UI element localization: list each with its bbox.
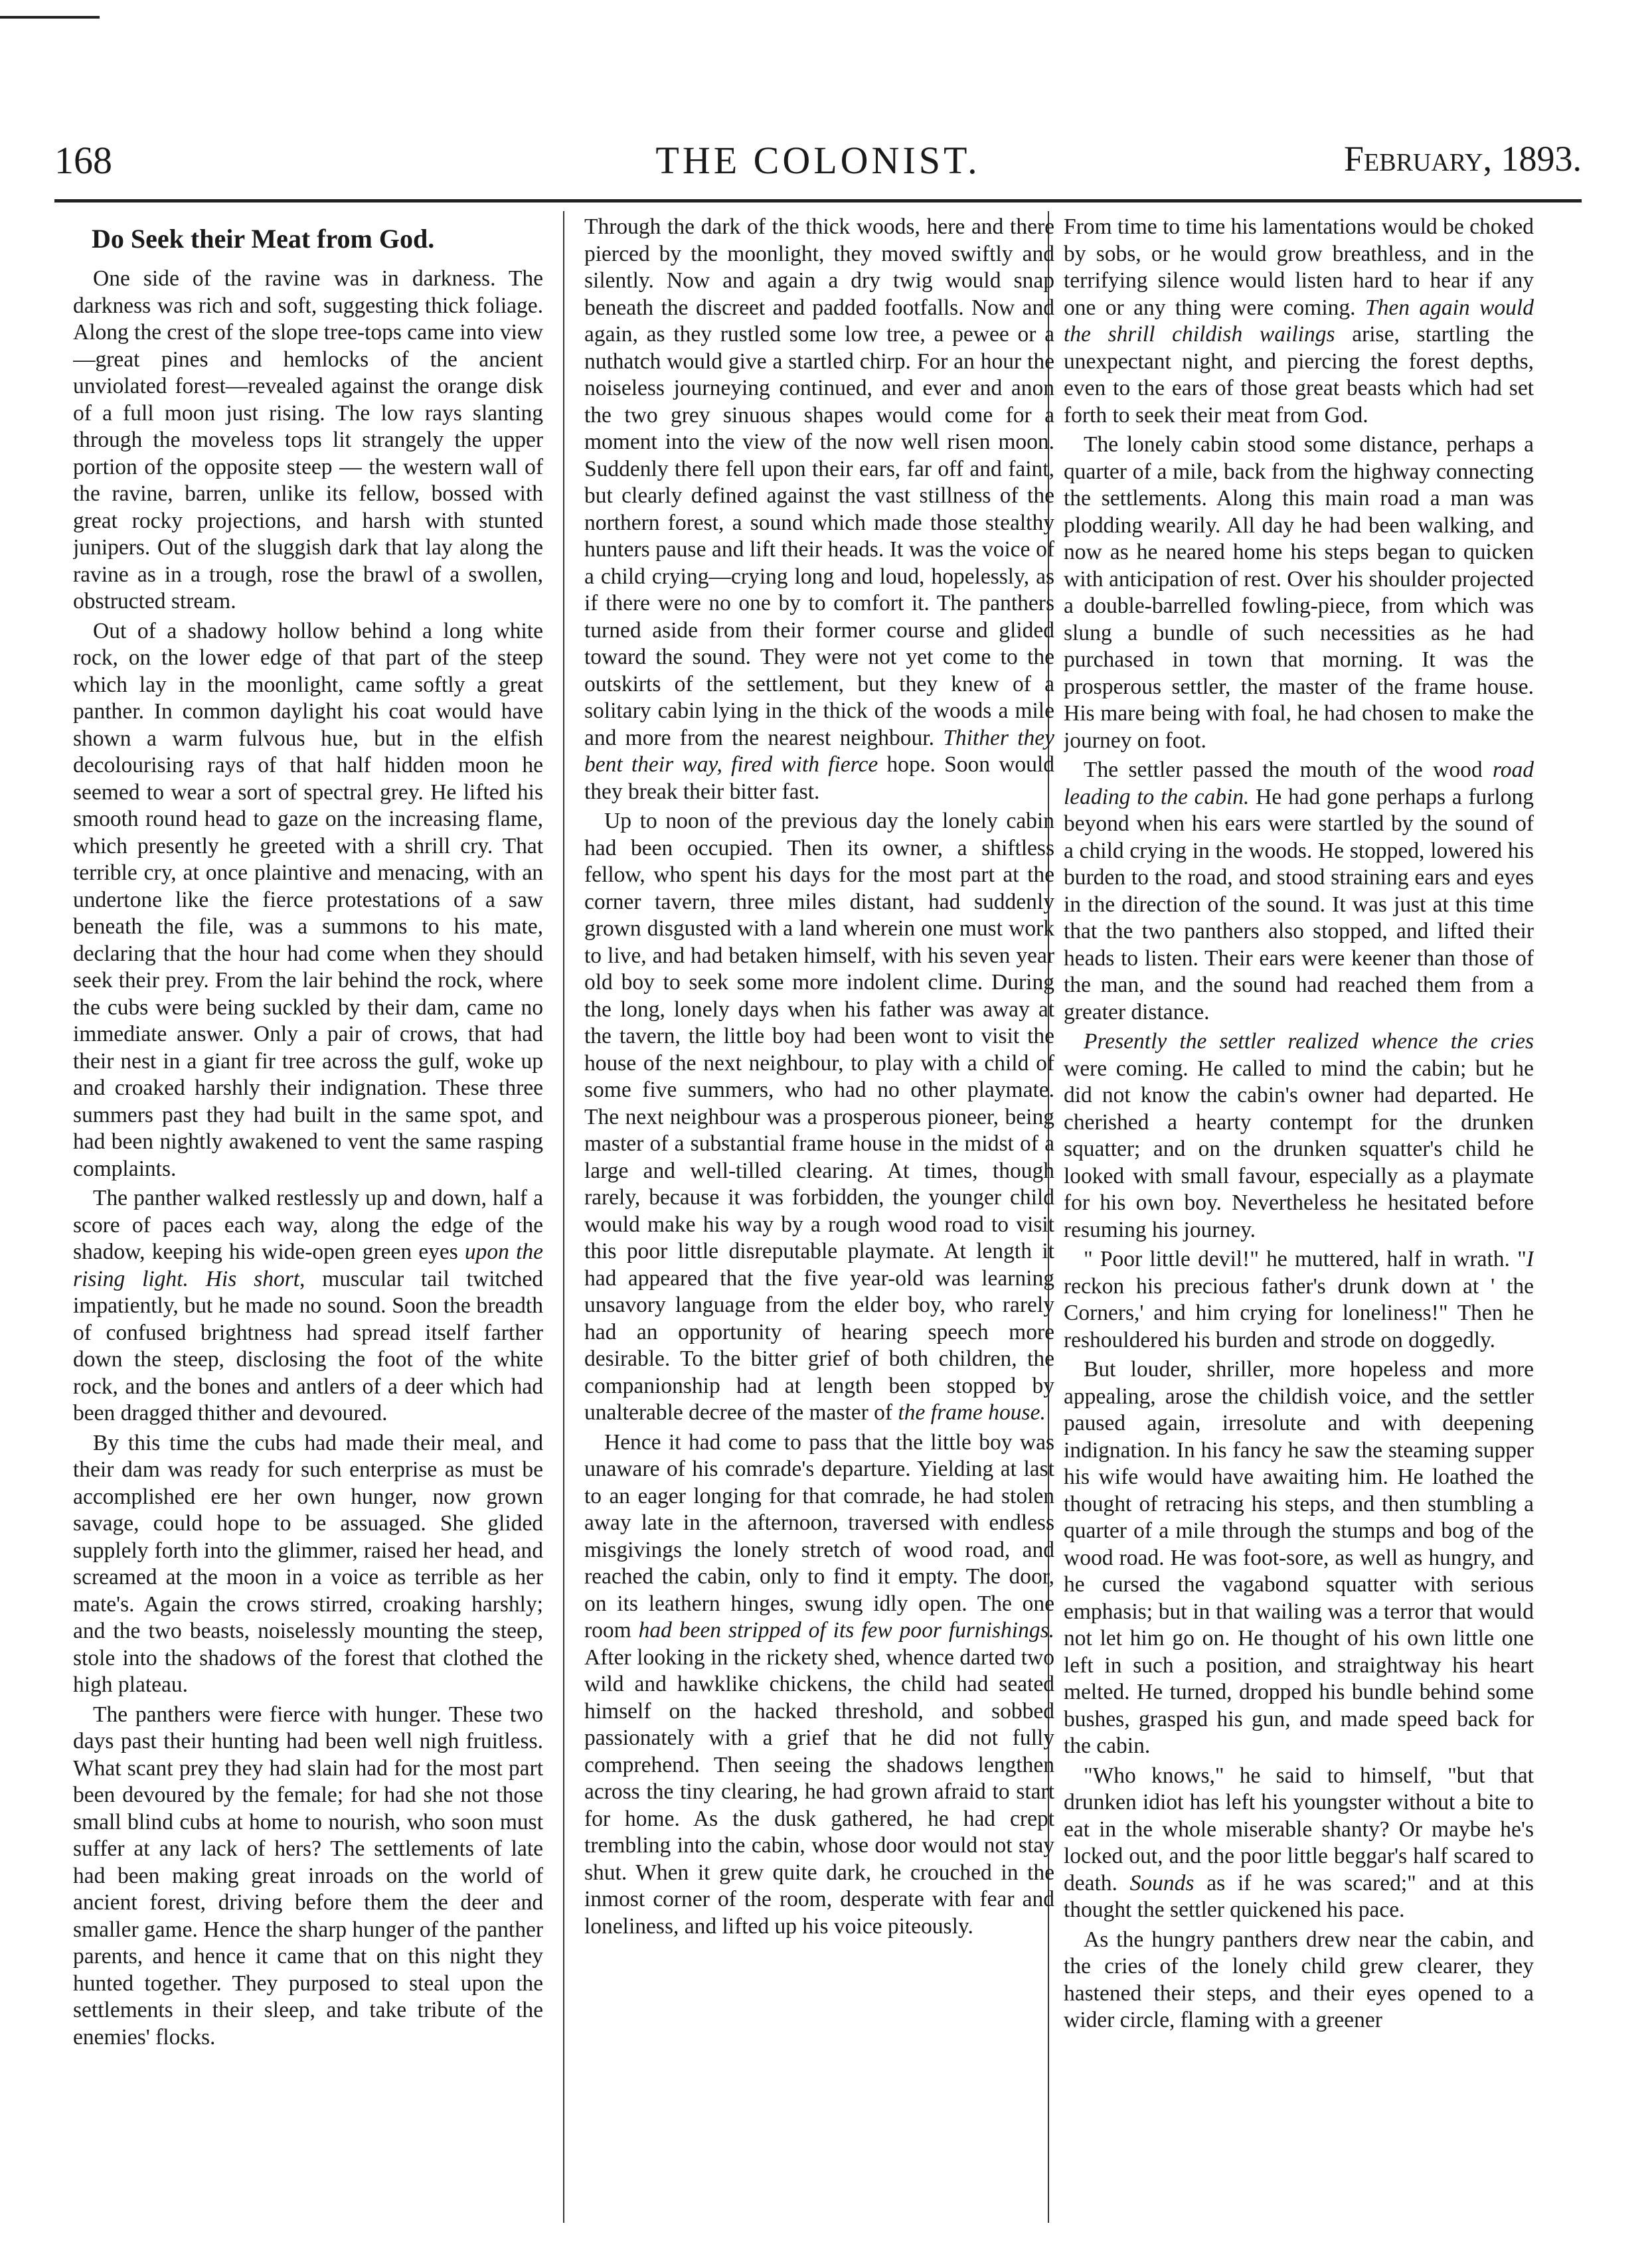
- page-header: [54, 138, 1582, 191]
- italic-text-run: I: [1526, 1247, 1534, 1271]
- text-run: The panther walked restlessly up and down, half a score of paces each way, along the edge of the shadow, keeping his wide-open green eyes: [73, 1186, 543, 1264]
- italic-text-run: Presently the settler realized whence the cries: [1084, 1029, 1534, 1054]
- text-run: , muscular tail twitched impatiently, but he made no sound. Soon the breadth of confused brightness had spread itself farther down the steep, disclosing the foot of the white rock, and the bones and antlers of a deer which had been dragged thither and devoured.: [73, 1266, 543, 1425]
- page-number: 168: [54, 139, 112, 182]
- paragraph: [1064, 1246, 1534, 1354]
- column-divider-1: [563, 211, 564, 2223]
- paragraph: [1064, 1763, 1534, 1924]
- paragraph: [1064, 1028, 1534, 1244]
- paragraph: The panthers were fierce with hunger. These two days past their hunting had been well nigh fruitless. What scant prey they had slain had for the most part been devoured by the female; for had she not those small blind cubs at home to nourish, who soon must suffer at any lack of hers? The settlements of late had been making great inroads on the world of ancient forest, driving before them the deer and smaller game. Hence the sharp hunger of the panther parents, and hence it came that on this night they hunted together. They purposed to steal upon the settlements in their sleep, and take tribute of the enemies' flocks.: [73, 1702, 543, 2050]
- column-3: [1064, 214, 1534, 2225]
- issue-date: February, 1893.: [1343, 139, 1582, 179]
- article-title: Do Seek their Meat from God.: [92, 224, 435, 254]
- text-run: Hence it had come to pass that the little boy was unaware of his comrade's departure. Yielding at last to an eager longing for that comrade, he had stolen away late in the afternoon, traversed with endless misgivings the lonely stretch of wood road, and reached the cabin, only to find it empty. The door, on its leathern hinges, swung idly open. The one room: [584, 1429, 1054, 1643]
- paragraph: As the hungry panthers drew near the cabin, and the cries of the lonely child grew clearer, they hastened their steps, and their eyes opened to a wider circle, flaming with a greener: [1064, 1927, 1534, 2032]
- italic-text-run: the frame house.: [898, 1400, 1046, 1425]
- text-run: From time to time his lamentations would be choked by sobs, or he would grow breathless, and in the terrifying silence would listen hard to hear if any one or any thing were coming.: [1064, 214, 1534, 320]
- paragraph: [1064, 757, 1534, 1026]
- paragraph: The lonely cabin stood some distance, perhaps a quarter of a mile, back from the highway connecting the settlements. Along this main road a man was plodding wearily. All day he had been walking, and now as he neared home his steps began to quicken with anticipation of rest. Over his shoulder projected a double-barrelled fowling-piece, from which was slung a bundle of such necessities as he had purchased in town that morning. It was the prosperous settler, the master of the frame house. His mare being with foal, he had chosen to make the journey on foot.: [1064, 432, 1534, 753]
- italic-text-run: Sounds: [1129, 1870, 1195, 1896]
- masthead-title: THE COLONIST.: [655, 139, 981, 182]
- paragraph: [584, 808, 1054, 1427]
- text-run: After looking in the rickety shed, whence darted two wild and hawklike chickens, the child had seated himself on the hacked threshold, and sobbed passionately with a grief that he did not fully comprehend. Then seeing the shadows lengthen across the tiny clearing, he had grown afraid to start for home. As the dusk gathered, he had crept trembling into the cabin, whose door would not stay shut. When it grew quite dark, he crouched in the inmost corner of the room, desperate with fear and loneliness, and lifted up his voice piteously.: [584, 1645, 1054, 1939]
- top-corner-rule: [0, 16, 100, 19]
- italic-text-run: upon the rising light. His short: [73, 1240, 543, 1291]
- paragraph: [584, 1429, 1054, 1941]
- column-1: [73, 214, 543, 2225]
- paragraph: [584, 214, 1054, 805]
- italic-text-run: road leading to the cabin.: [1064, 758, 1534, 809]
- italic-text-run: Then again would the shrill childish wailings: [1064, 295, 1534, 347]
- text-run: arise, startling the unexpectant night, and piercing the forest depths, even to the ears of those great beasts which had set forth to seek their meat from God.: [1064, 322, 1534, 428]
- header-rule: [54, 199, 1582, 202]
- text-run: as if he was scared;" and at this thought the settler quickened his pace.: [1064, 1870, 1534, 1922]
- italic-text-run: Thither they bent their way, fired with fierce: [584, 725, 1054, 777]
- paragraph: One side of the ravine was in darkness. The darkness was rich and soft, suggesting thick foliage. Along the crest of the slope tree-tops came into view—great pines and hemlocks of the ancient unviolated forest—revealed against the orange disk of a full moon just rising. The low rays slanting through the moveless tops lit strangely the upper portion of the opposite steep — the western wall of the ravine, barren, unlike its fellow, bossed with great rocky projections, and harsh with stunted junipers. Out of the sluggish dark that lay along the ravine as in a trough, rose the brawl of a swollen, obstructed stream.: [73, 266, 543, 613]
- column-2: [584, 214, 1054, 2225]
- text-run: " Poor little devil!" he muttered, half in wrath. ": [1084, 1247, 1527, 1271]
- paragraph: Out of a shadowy hollow behind a long white rock, on the lower edge of that part of the steep which lay in the moonlight, came softly a great panther. In common daylight his coat would have shown a warm fulvous hue, but in the elfish decolourising rays of that half hidden moon he seemed to wear a sort of spectral grey. He lifted his smooth round head to gaze on the increasing flame, which presently he greeted with a shrill cry. That terrible cry, at once plaintive and menacing, with an undertone like the fierce protestations of a saw beneath the file, was a summons to his mate, declaring that the hour had come when they should seek their prey. From the lair behind the rock, where the cubs were being suckled by their dam, came no immediate answer. Only a pair of crows, that had their nest in a giant fir tree across the gulf, woke up and croaked harshly their indignation. These three summers past they had built in the same spot, and had been nightly awakened to vent the same rasping complaints.: [73, 618, 543, 1181]
- paragraph: By this time the cubs had made their meal, and their dam was ready for such enterprise as must be accomplished ere her own hunger, now grown savage, could hope to be assuaged. She glided supplely forth into the glimmer, raised her head, and screamed at the moon in a voice as terrible as her mate's. Again the crows stirred, croaking harshly; and the two beasts, noiselessly mounting the steep, stole into the shadows of the forest that clothed the high plateau.: [73, 1430, 543, 1697]
- paragraph: [73, 1185, 543, 1427]
- text-run: Through the dark of the thick woods, here and there pierced by the moonlight, they moved swiftly and silently. Now and again a dry twig would snap beneath the discreet and padded footfalls. Now and again, as they rustled some low tree, a pewee or a nuthatch would give a startled chirp. For an hour the noiseless journeying continued, and ever and anon the two grey sinuous shapes would come for a moment into the view of the now well risen moon. Suddenly there fell upon their ears, far off and faint, but clearly defined against the vast stillness of the northern forest, a sound which made those stealthy hunters pause and lift their heads. It was the voice of a child crying—crying long and loud, hopelessly, as if there were no one by to comfort it. The panthers turned aside from their former course and glided toward the sound. They were not yet come to the outskirts of the settlement, but they knew of a solitary cabin lying in the thick of the woods a mile and more from the nearest neighbour.: [584, 214, 1054, 750]
- text-run: Up to noon of the previous day the lonely cabin had been occupied. Then its owner, a shiftless fellow, who spent his days for the most part at the corner tavern, three miles distant, had suddenly grown disgusted with a land wherein one must work to live, and had betaken himself, with his seven year old boy to seek some more indolent clime. During the long, lonely days when his father was away at the tavern, the little boy had been wont to visit the house of the next neighbour, to play with a child of some five summers, who had no other playmate. The next neighbour was a prosperous pioneer, being master of a substantial frame house in the midst of a large and well-tilled clearing. At times, though rarely, because it was forbidden, the younger child would make his way by a rough wood road to visit this poor little disreputable playmate. At length it had appeared that the five year-old was learning unsavory language from the elder boy, who rarely had an opportunity of hearing speech more desirable. To the bitter grief of both children, the companionship had at length been stopped by unalterable decree of the master of: [584, 809, 1054, 1425]
- text-run: "Who knows," he said to himself, "but that drunken idiot has left his youngster without a bite to eat in the whole miserable shanty? Or maybe he's locked out, and the poor little beggar's half scared to death.: [1064, 1763, 1534, 1896]
- paragraph: [1064, 214, 1534, 429]
- italic-text-run: had been stripped of its few poor furnishings.: [638, 1618, 1054, 1643]
- text-run: reckon his precious father's drunk down at ' the Corners,' and him crying for loneliness!" Then he reshouldered his burden and strode on doggedly.: [1064, 1273, 1534, 1352]
- text-run: hope. Soon would they break their bitter fast.: [584, 752, 1054, 804]
- paragraph: But louder, shriller, more hopeless and more appealing, arose the childish voice, and the settler paused again, irresolute and with deepening indignation. In his fancy he saw the steaming supper his wife would have awaiting him. He loathed the thought of retracing his steps, and then stumbling a quarter of a mile through the stumps and bog of the wood road. He was foot-sore, as well as hungry, and he cursed the vagabond squatter with serious emphasis; but in that wailing was a terror that would not let him go on. He thought of his own little one left in such a position, and straightway his heart melted. He turned, dropped his bundle behind some bushes, grasped his gun, and made speed back for the cabin.: [1064, 1357, 1534, 1758]
- text-run: He had gone perhaps a furlong beyond when his ears were startled by the sound of a child crying in the woods. He stopped, lowered his burden to the road, and stood straining ears and eyes in the direction of the sound. It was just at this time that the two panthers also stopped, and lifted their heads to listen. Their ears were keener than those of the man, and the sound had reached them from a greater distance.: [1064, 784, 1534, 1024]
- text-run: The settler passed the mouth of the wood: [1084, 758, 1493, 782]
- text-run: were coming. He called to mind the cabin; but he did not know the cabin's owner had departed. He cherished a hearty contempt for the drunken squatter; and on the drunken squatter's child he looked with small favour, especially as a playmate for his own boy. Nevertheless he hesitated before resuming his journey.: [1064, 1056, 1534, 1242]
